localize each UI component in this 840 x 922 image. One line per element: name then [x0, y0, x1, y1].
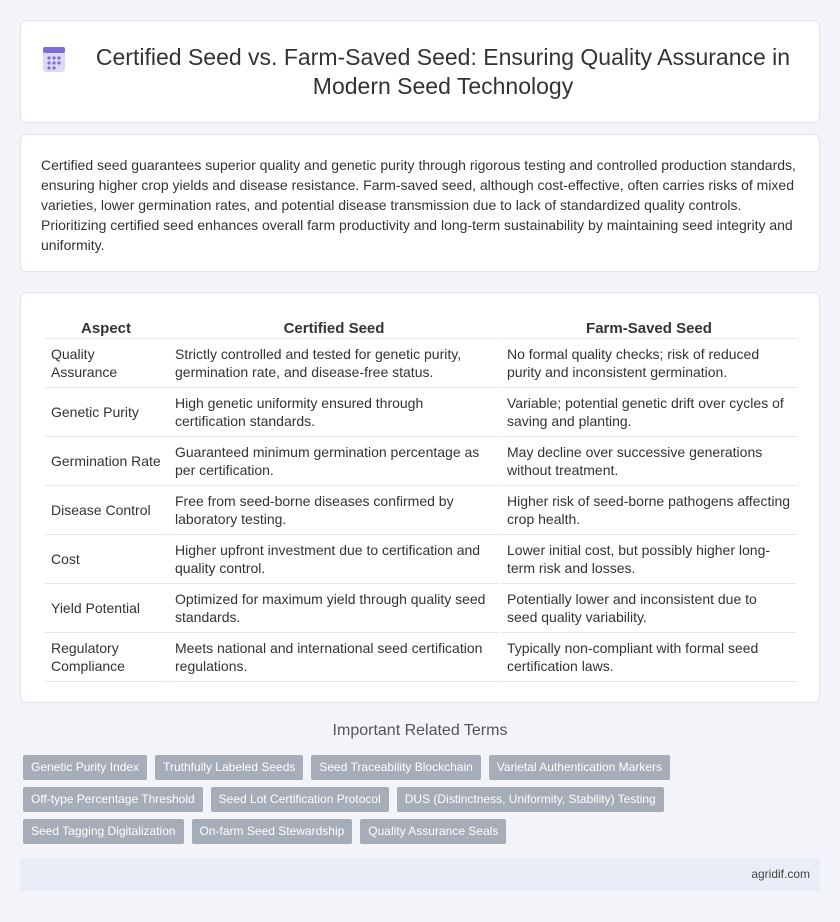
table-row — [45, 486, 797, 535]
table-row — [45, 584, 797, 633]
tag-link[interactable]: Truthfully Labeled Seeds — [155, 755, 303, 780]
header-certified-seed: Certified Seed — [169, 313, 499, 339]
cell-certified: Guaranteed minimum germination percentage as per certification. — [169, 437, 499, 486]
table-row — [45, 437, 797, 486]
cell-certified: Higher upfront investment due to certification and quality control. — [169, 535, 499, 584]
related-terms-title: Important Related Terms — [332, 722, 508, 739]
cell-aspect: Yield Potential — [45, 584, 167, 633]
cell-farm-saved: No formal quality checks; risk of reduced purity and inconsistent germination. — [501, 339, 797, 388]
table-row — [45, 633, 797, 682]
cell-farm-saved: Higher risk of seed-borne pathogens affecting crop health. — [501, 486, 797, 535]
cell-farm-saved: Potentially lower and inconsistent due to seed quality variability. — [501, 584, 797, 633]
tag-link[interactable]: Quality Assurance Seals — [360, 819, 506, 844]
cell-aspect: Regulatory Compliance — [45, 633, 167, 682]
related-terms-tags — [23, 755, 823, 851]
summary-card — [20, 134, 820, 272]
header-card — [20, 20, 820, 123]
cell-certified: Free from seed-borne diseases confirmed by laboratory testing. — [169, 486, 499, 535]
header-farm-saved-seed: Farm-Saved Seed — [501, 313, 797, 339]
cell-certified: Optimized for maximum yield through quality seed standards. — [169, 584, 499, 633]
comparison-table-card — [20, 292, 820, 703]
tag-link[interactable]: Varietal Authentication Markers — [489, 755, 670, 780]
cell-certified: Strictly controlled and tested for genetic purity, germination rate, and disease-free status. — [169, 339, 499, 388]
tag-link[interactable]: Off-type Percentage Threshold — [23, 787, 203, 812]
cell-aspect: Genetic Purity — [45, 388, 167, 437]
table-header-row — [45, 313, 797, 339]
cell-certified: Meets national and international seed certification regulations. — [169, 633, 499, 682]
cell-farm-saved: Lower initial cost, but possibly higher long-term risk and losses. — [501, 535, 797, 584]
header-aspect: Aspect — [45, 313, 167, 339]
cell-aspect: Germination Rate — [45, 437, 167, 486]
table-row — [45, 339, 797, 388]
cell-farm-saved: Variable; potential genetic drift over cycles of saving and planting. — [501, 388, 797, 437]
cell-farm-saved: May decline over successive generations without treatment. — [501, 437, 797, 486]
table-row — [45, 535, 797, 584]
cell-aspect: Quality Assurance — [45, 339, 167, 388]
tag-link[interactable]: Genetic Purity Index — [23, 755, 147, 780]
tag-link[interactable]: On-farm Seed Stewardship — [192, 819, 353, 844]
table-row — [45, 388, 797, 437]
tag-row — [23, 819, 823, 844]
tag-link[interactable]: Seed Traceability Blockchain — [311, 755, 480, 780]
tag-row — [23, 755, 823, 780]
summary-paragraph: Certified seed guarantees superior quality and genetic purity through rigorous testing and controlled production standards, ensuring higher crop yields and disease resistance. Farm-saved seed, although cost-effective, often carries risks of mixed varieties, lower germination rates, and potential disease transmission due to lack of standardized quality controls. Prioritizing certified seed enhances overall farm productivity and long-term sustainability by maintaining seed integrity and uniformity. — [41, 157, 796, 253]
cell-certified: High genetic uniformity ensured through certification standards. — [169, 388, 499, 437]
tag-link[interactable]: Seed Tagging Digitalization — [23, 819, 184, 844]
cell-aspect: Cost — [45, 535, 167, 584]
cell-aspect: Disease Control — [45, 486, 167, 535]
tag-row — [23, 787, 823, 812]
tag-link[interactable]: Seed Lot Certification Protocol — [211, 787, 389, 812]
tag-link[interactable]: DUS (Distinctness, Uniformity, Stability) Testing — [397, 787, 664, 812]
footer-site-link[interactable]: agridif.com — [751, 867, 810, 881]
cell-farm-saved: Typically non-compliant with formal seed certification laws. — [501, 633, 797, 682]
footer — [20, 858, 820, 891]
document-icon — [41, 44, 67, 74]
page-title: Certified Seed vs. Farm-Saved Seed: Ensuring Quality Assurance in Modern Seed Technology — [95, 43, 791, 99]
comparison-table — [43, 313, 799, 682]
